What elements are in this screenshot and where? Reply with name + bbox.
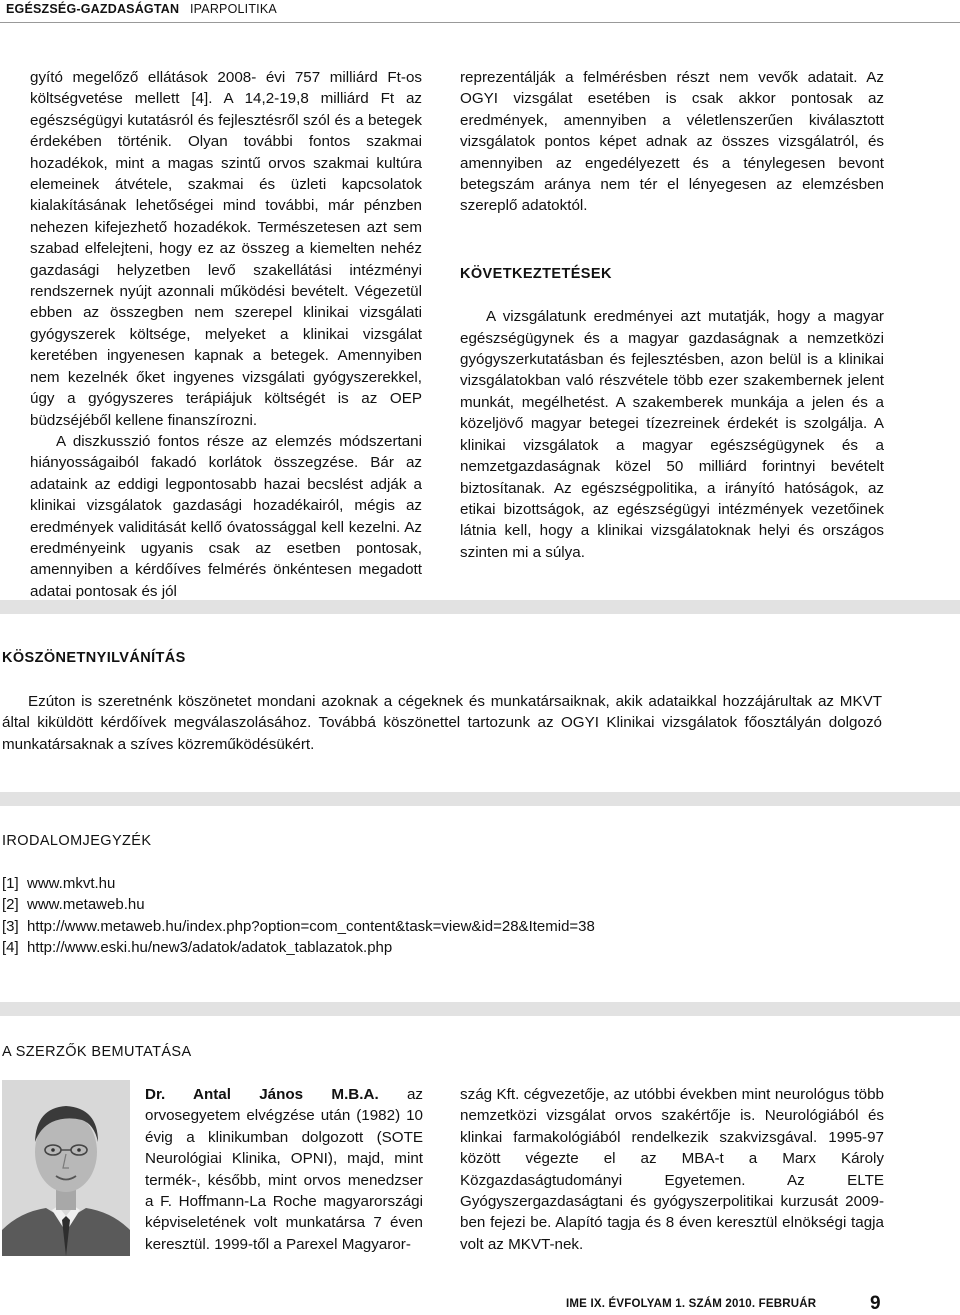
reference-item: [2, 894, 595, 915]
text-column-right: [460, 67, 884, 563]
header-rule: [0, 22, 960, 23]
reference-item: [2, 873, 595, 894]
reference-list: [2, 873, 595, 959]
reference-link[interactable]: www.mkvt.hu: [27, 875, 116, 892]
reference-number: [1]: [2, 875, 19, 892]
author-photo: [2, 1080, 130, 1256]
header-section-primary: EGÉSZSÉG-GAZDASÁGTAN: [6, 2, 180, 16]
page-number: 9: [870, 1293, 881, 1314]
reference-number: [2]: [2, 896, 19, 914]
reference-number: [3]: [2, 917, 19, 935]
reference-link[interactable]: http://www.eski.hu/new3/adatok/adatok_tablazatok.php: [27, 939, 393, 957]
reference-link[interactable]: www.metaweb.hu: [27, 896, 145, 914]
paragraph: A diszkusszió fontos része az elemzés módszertani hiányosságaiból fakadó korlátok összegzése. Bár az adataink az eddigi legpontosabb hazai becslést adják a klinikai vizsgálatok gazdasági hozadékairól, mégis az eredmények validitását kellő óvatossággal kell kezelni. Az eredményeink ugyanis csak az esetben pontosak, amennyiben a kérdőíves felmérés önkéntesen megadott adatai pontosak és jól: [30, 432, 422, 600]
reference-item: [2, 937, 595, 958]
paragraph: A vizsgálatunk eredményei azt mutatják, hogy a magyar egészségügynek és a magyar gazdaságnak a nemzetközi gyógyszerkutatásban és fejlesztésben, azon belül is a klinikai vizsgálatokban való részvétele több ezer szakembernek jelent munkát, megélhetést. A szakemberek munkája a jelen és a közeljövő magyar betegei tízezreinek érdekét is szolgálja. A klinikai vizsgálatok a magyar egészségügynek és a nemzetgazdaságnak közel 50 milliárd forintnyi bevételt biztosítanak. Az egészségpolitika, a irányító hatóságok, az etikai bizottságok, az egészségügyi intézmények vezetőinek látnia kell, hogy a klinikai vizsgálatoknak helyi és országos szinten mi a súlya.: [460, 308, 884, 561]
author-bio: [145, 1084, 423, 1255]
acknowledgement-heading: KÖSZÖNETNYILVÁNÍTÁS: [2, 650, 186, 666]
reference-number: [4]: [2, 939, 19, 957]
section-divider: [0, 600, 960, 614]
acknowledgement-text: Ezúton is szeretnénk köszönetet mondani azoknak a cégeknek és munkatársaiknak, akik adataikkal hozzájárultak az MKVT által kiküldött kérdőívek megválaszolásához. Továbbá köszönettel tartozunk az OGYI Klinikai vizsgálatok főosztályán dolgozó munkatársaknak a szíves közreműködésükért.: [2, 693, 882, 753]
section-heading-conclusions: KÖVETKEZTETÉSEK: [460, 265, 612, 282]
author-bio-text-left: az orvosegyetem elvégzése után (1982) 10 évig a klinikumban dolgozott (SOTE Neurológiai Klinika, OPNI), majd, mint termék-, később, mint orvos menedzser a F. Hoffmann-La Roche magyarországi képviseletének volt munkatársa 7 éven keresztül. 1999-től a Parexel Magyaror-: [145, 1086, 423, 1253]
author-name: Dr. Antal János M.B.A.: [145, 1086, 379, 1103]
author-bio-column-right: [460, 1084, 884, 1255]
section-divider: [0, 792, 960, 806]
paragraph: gyító megelőző ellátások 2008- évi 757 milliárd Ft-os költségvetése mellett [4]. A 14,2-19,8 milliárd Ft az egészségügyi kutatásról és fejlesztésről szól és a betegek érdekében történik. Olyan további fontos szakmai hozadékok, mint a magas szintű orvos szakmai kultúra elemeinek átvétele, szakmai és üzleti kapcsolatok kialakításának lehetőségei mind további, már pénzben nehezen kifejezhető hozadékok. Természetesen azt sem szabad elfelejteni, hogy ez az összeg a kiemelten nehéz gazdasági helyzetben levő szakellátási intézményi rendszernek nyújt azonnali működési bevételt. Végezetül ebben az összegben nem szerepel klinikai vizsgálati gyógyszerek költsége, melyeket a klinikai vizsgálat keretében ingyenesen kapnak a betegek. Amennyiben nem kezelnék őket ingyenes vizsgálati gyógyszerekkel, úgy a gyógyszeres terápiájuk költségét is az OEP büdzséjéből kellene finanszírozni.: [30, 69, 422, 429]
reference-item: [2, 916, 595, 937]
author-bio-column-left: [145, 1084, 423, 1255]
text-column-left: [30, 67, 422, 602]
authors-heading: A SZERZŐK BEMUTATÁSA: [2, 1044, 192, 1060]
footer-journal-info: IME IX. ÉVFOLYAM 1. SZÁM 2010. FEBRUÁR: [566, 1298, 817, 1310]
author-bio-text-right: szág Kft. cégvezetője, az utóbbi években mint neurológus több nemzetközi vizsgálat orvos szakértője is. Neurológiából és klinkai farmakológiából rendelkezik szakvizsgával. 1995-97 között végezte el az MBA-t a Marx Károly Közgazdaságtudományi Egyetemen. Az ELTE Gyógyszergazdaságtani és gyógyszerpolitikai kurzusát 2009-ben fejezi be. Alapító tagja és 8 éven keresztül elnökségi tagja volt az MKVT-nek.: [460, 1086, 884, 1253]
reference-link[interactable]: http://www.metaweb.hu/index.php?option=com_content&task=view&id=28&Itemid=38: [27, 917, 595, 935]
section-divider: [0, 1002, 960, 1016]
running-header: [0, 0, 960, 22]
paragraph: reprezentálják a felmérésben részt nem vevők adatait. Az OGYI vizsgálat esetében is csak akkor pontosak az eredmények, amennyiben a véletlenszerűen kiválasztott vizsgálatok pontos képet adnak az összes vizsgálatról, és amennyiben az engedélyezett és a ténylegesen bevont betegszám aránya nem tér el lényegesen az elemzésben szereplő adatoktól.: [460, 69, 884, 215]
references-heading: IRODALOMJEGYZÉK: [2, 833, 152, 849]
header-section-secondary: IPARPOLITIKA: [190, 2, 277, 16]
